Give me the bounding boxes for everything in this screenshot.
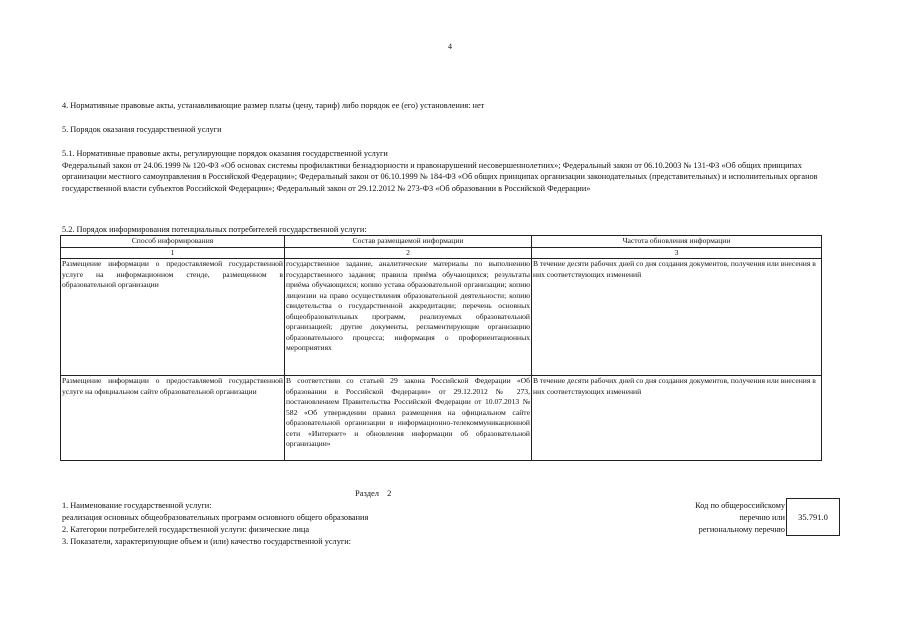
information-table: [60, 235, 822, 461]
service-name: реализация основных общеобразовательных программ основного общего образования: [62, 513, 369, 522]
table-cell-content: государственное задание, аналитические материалы по выполнению государственного задания; правила приёма обучающихся; результаты приёма обучающихся; копию устава образовательной организации; копию лицензии на право осуществления образовательной деятельности; копию свидетельства о государственной аккредитации; перечень основных общеобразовательных программ, реализуемых образовательной организацией; другие документы, регламентирующие организацию образовательного процесса; информация о профориентационных мероприятиях: [285, 259, 532, 376]
table-header: Состав размещаемой информации: [285, 236, 532, 248]
service-name-label: 1. Наименование государственной услуги:: [62, 501, 212, 510]
section-5-heading: 5. Порядок оказания государственной услуги: [62, 125, 222, 134]
code-value: 35.791.0: [798, 512, 828, 522]
table-cell-frequency: В течение десяти рабочих дней со дня создания документов, получения или внесения в них соответствующих изменений: [532, 376, 822, 461]
code-label: [695, 500, 785, 536]
column-number: 2: [285, 247, 532, 259]
consumer-category: 2. Категории потребителей государственной услуги: физические лица: [62, 525, 310, 534]
table-header: Частота обновления информации: [532, 236, 822, 248]
column-number: 1: [61, 247, 285, 259]
code-label-line: перечню или: [739, 513, 785, 522]
table-header: Способ информирования: [61, 236, 285, 248]
code-value-box: [786, 498, 840, 536]
section-5-1-title: 5.1. Нормативные правовые акты, регулирующие порядок оказания государственной услуги: [62, 149, 388, 158]
section-4-heading: 4. Нормативные правовые акты, устанавливающие размер платы (цену, тариф) либо порядок ее (его) установления: нет: [62, 101, 485, 110]
section-title: Раздел 2: [355, 488, 392, 498]
indicators-heading: 3. Показатели, характеризующие объем и (или) качество государственной услуги:: [62, 537, 351, 546]
table-row: [61, 259, 822, 376]
section-5-1: [62, 148, 842, 194]
table-cell-content: В соответствии со статьей 29 закона Российской Федерации «Об образовании в Российской Федерации» от 29.12.2012 № 273, постановлением Правительства Российской Федерации от 10.07.2013 № 582 «Об утверждении правил размещения на официальном сайте образовательной организации в информационно-телекоммуникационной сети «Интернет» и обновления информации об образовательной организации»: [285, 376, 532, 461]
page-number: 4: [448, 42, 452, 51]
table-cell-method: Размещение информации о предоставляемой государственной услуге на информационном стенде, размещенном в образовательной организации: [61, 259, 285, 376]
section-5-2-heading: 5.2. Порядок информирования потенциальных потребителей государственной услуги:: [62, 225, 367, 234]
code-label-line: Код по общероссийскому: [695, 501, 785, 510]
code-label-line: региональному перечню: [698, 525, 785, 534]
section-5-1-text: Федеральный закон от 24.06.1999 № 120-ФЗ «Об основах системы профилактики безнадзорности и правонарушений несовершеннолетних»; Федеральный закон от 06.10.2003 № 131-ФЗ «Об общих принципах организации местного самоуправления в Российской Федерации»; Федеральный закон от 06.10.1999 № 184-ФЗ «Об общих принципах организации законодательных (представительных) и исполнительных органов государственной власти субъектов Российской Федерации»; Федеральный закон от 29.12.2012 № 273-ФЗ «Об образовании в Российской Федерации»: [62, 160, 818, 193]
table-number-row: [61, 247, 822, 259]
table-row: [61, 376, 822, 461]
table-cell-method: Размещение информации о предоставляемой государственной услуге на официальном сайте образовательной организации: [61, 376, 285, 461]
table-header-row: [61, 236, 822, 248]
column-number: 3: [532, 247, 822, 259]
table-cell-frequency: В течение десяти рабочих дней со дня создания документов, получения или внесения в них соответствующих изменений: [532, 259, 822, 376]
